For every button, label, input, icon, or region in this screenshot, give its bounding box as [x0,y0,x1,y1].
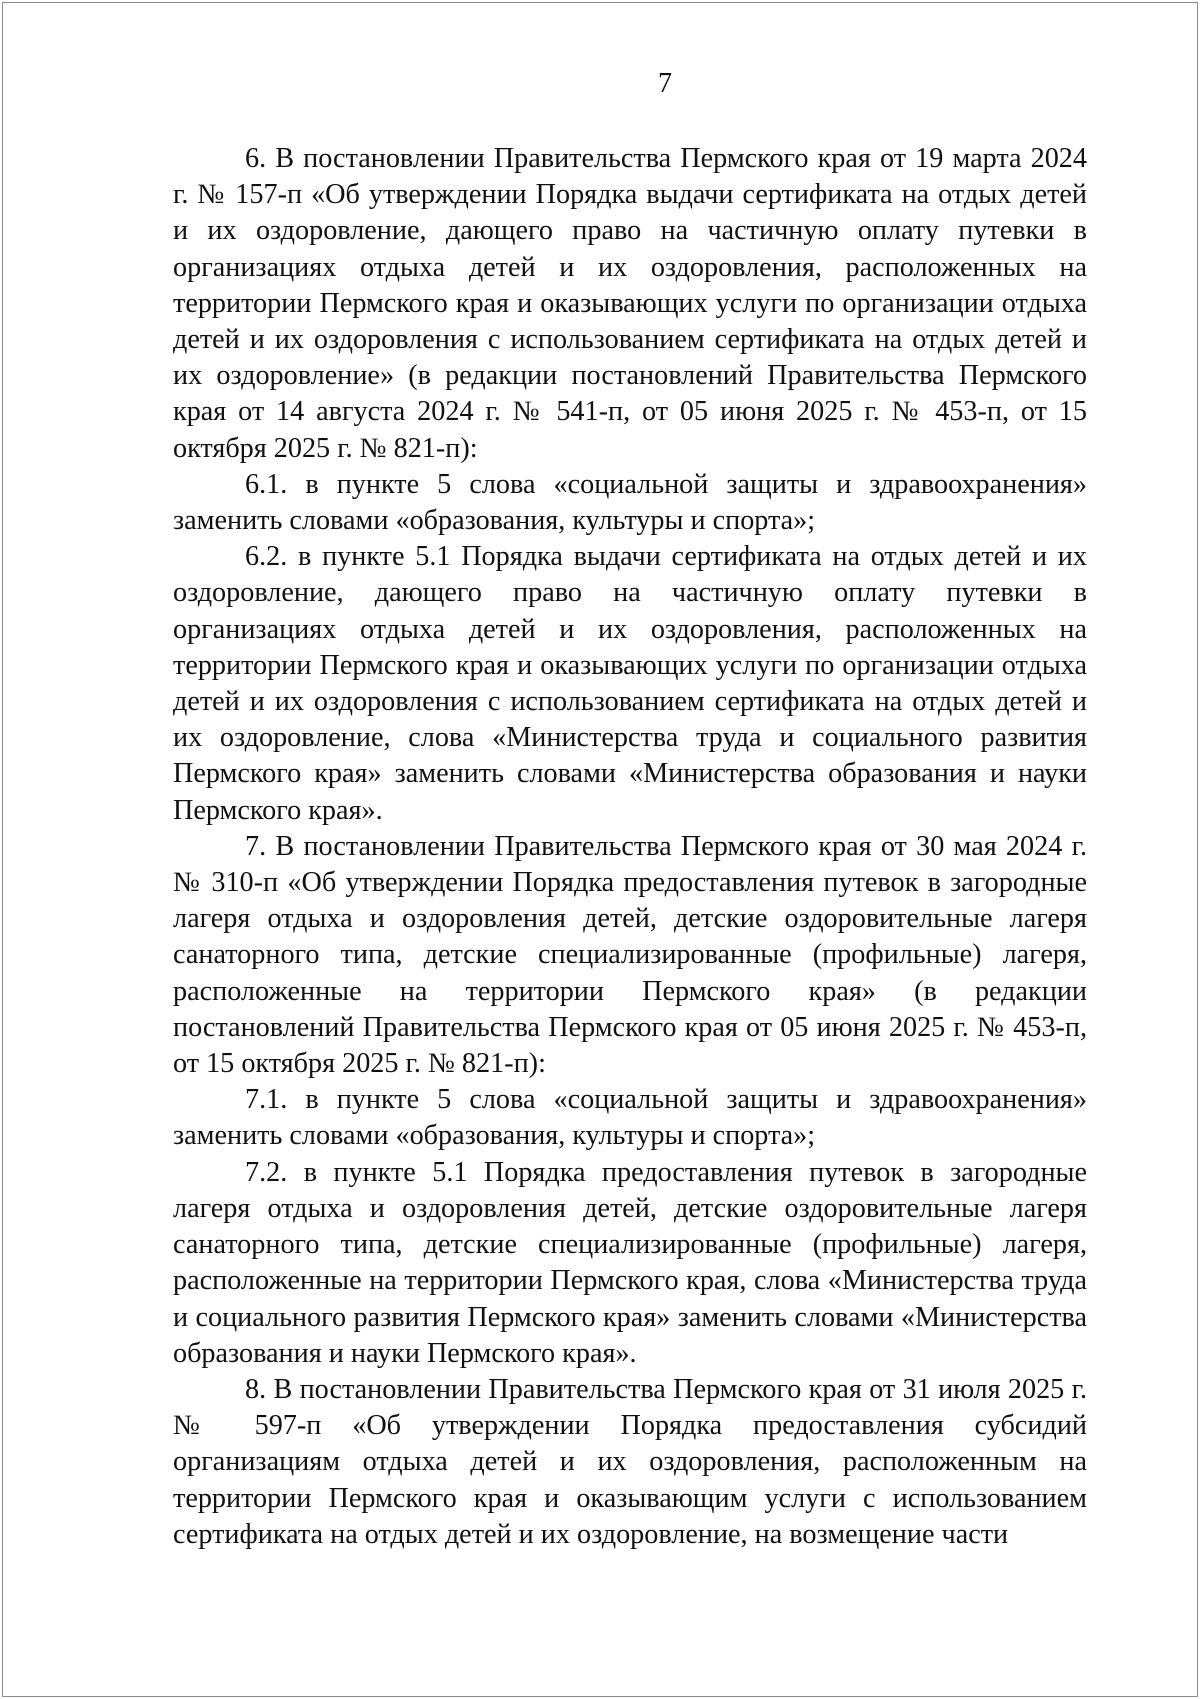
paragraph-7: 7. В постановлении Правительства Пермского края от 30 мая 2024 г. № 310-п «Об утверждении Порядка предоставления путевок в загородные лагеря отдыха и оздоровления детей, детские оздоровительные лагеря санаторного типа, детские специализированные (профильные) лагеря, расположенные на территории Пермского края» (в редакции постановлений Правительства Пермского края от 05 июня 2025 г. № 453-п, от 15 октября 2025 г. № 821-п): [173,830,1087,1080]
paragraph-6-1: 6.1. в пункте 5 слова «социальной защиты и здравоохранения» заменить словами «образования, культуры и спорта»; [173,468,1087,537]
paragraph-8: 8. В постановлении Правительства Пермского края от 31 июля 2025 г. № 597-п «Об утверждении Порядка предоставления субсидий организациям отдыха детей и их оздоровления, расположенным на территории Пермского края и оказывающим услуги с использованием сертификата на отдых детей и их оздоровление, на возмещение части [173,1373,1087,1550]
document-body [173,141,1087,1553]
paragraph-7-1: 7.1. в пункте 5 слова «социальной защиты и здравоохранения» заменить словами «образования, культуры и спорта»; [173,1084,1087,1152]
page-number: 7 [658,68,672,99]
paragraph-6-2: 6.2. в пункте 5.1 Порядка выдачи сертификата на отдых детей и их оздоровление, дающего право на частичную оплату путевки в организациях отдыха детей и их оздоровления, расположенных на территории Пермского края и оказывающих услуги по организации отдыха детей и их оздоровления с использованием сертификата на отдых детей и их оздоровление, слова «Министерства труда и социального развития Пермского края» заменить словами «Министерства образования и науки Пермского края». [173,541,1087,826]
paragraph-6: 6. В постановлении Правительства Пермского края от 19 марта 2024 г. № 157-п «Об утверждении Порядка выдачи сертификата на отдых детей и их оздоровление, дающего право на частичную оплату путевки в организациях отдыха детей и их оздоровления, расположенных на территории Пермского края и оказывающих услуги по организации отдыха детей и их оздоровления с использованием сертификата на отдых детей и их оздоровление» (в редакции постановлений Правительства Пермского края от 14 августа 2024 г. № 541-п, от 05 июня 2025 г. № 453-п, от 15 октября 2025 г. № 821-п): [173,143,1087,464]
paragraph-7-2: 7.2. в пункте 5.1 Порядка предоставления путевок в загородные лагеря отдыха и оздоровления детей, детские оздоровительные лагеря санаторного типа, детские специализированные (профильные) лагеря, расположенные на территории Пермского края, слова «Министерства труда и социального развития Пермского края» заменить словами «Министерства образования и науки Пермского края». [173,1156,1087,1369]
